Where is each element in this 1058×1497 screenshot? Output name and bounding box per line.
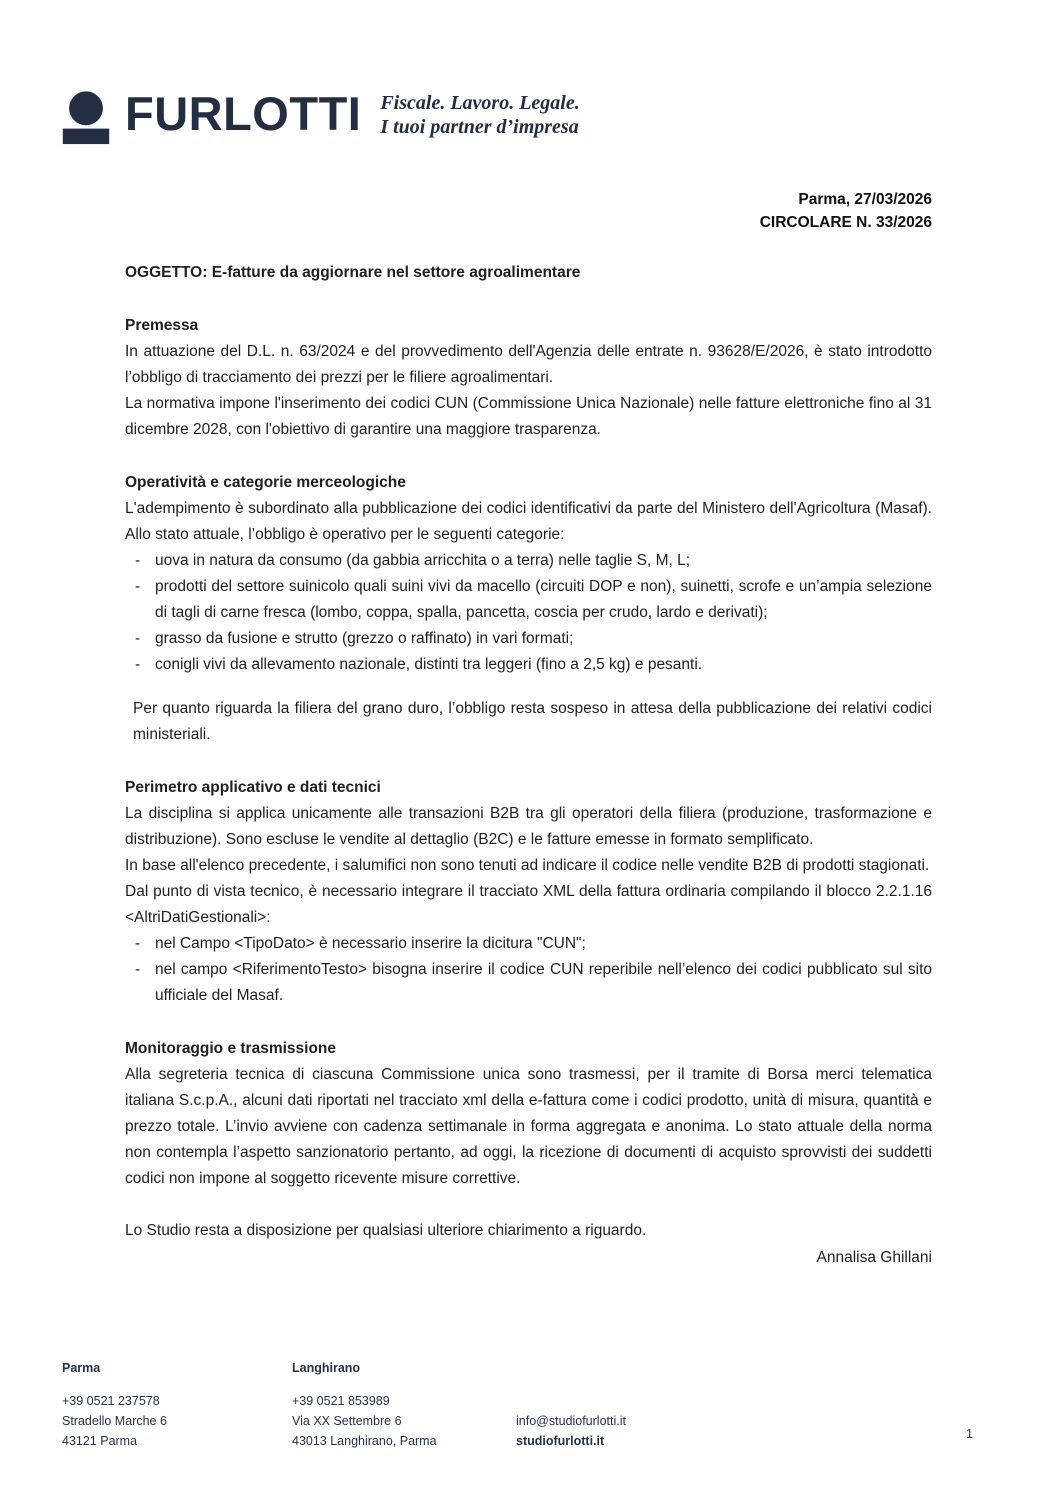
letterhead-logo bbox=[62, 86, 580, 146]
section-title-monitoraggio: Monitoraggio e trasmissione bbox=[125, 1040, 337, 1057]
list-item bbox=[125, 548, 932, 574]
dash-bullet: - bbox=[135, 578, 141, 595]
place-date: Parma, 27/03/2026 bbox=[798, 191, 932, 208]
list-item-text: prodotti del settore suinicolo quali suini vivi da macello (circuiti DOP e non), suinetti, scrofe e un’ampia selezione di tagli di carne fresca (lombo, coppa, spalla, pancetta, coscia per crudo, lardo e derivati); bbox=[155, 578, 932, 621]
closing-line: Lo Studio resta a disposizione per qualsiasi ulteriore chiarimento a riguardo. bbox=[125, 1222, 647, 1239]
email-link[interactable]: info@studiofurlotti.it bbox=[516, 1414, 626, 1428]
footer-office-parma bbox=[62, 1358, 167, 1451]
paragraph: In base all'elenco precedente, i salumifici non sono tenuti ad indicare il codice nelle vendite B2B di prodotti stagionati. bbox=[125, 857, 930, 874]
list-item-text: grasso da fusione e strutto (grezzo o raffinato) in vari formati; bbox=[155, 630, 574, 647]
office-phone: +39 0521 237578 bbox=[62, 1394, 160, 1408]
page-number: 1 bbox=[966, 1427, 973, 1441]
office-address: Via XX Settembre 6 bbox=[292, 1414, 402, 1428]
furlotti-logo-icon bbox=[62, 88, 110, 146]
brand-tagline-line1: Fiscale. Lavoro. Legale. bbox=[380, 92, 580, 114]
section-title-perimetro: Perimetro applicativo e dati tecnici bbox=[125, 779, 381, 796]
circular-number: CIRCOLARE N. 33/2026 bbox=[759, 214, 932, 231]
list-item-text: nel Campo <TipoDato> è necessario inserire la dicitura "CUN"; bbox=[155, 935, 586, 952]
section-title-operativita: Operatività e categorie merceologiche bbox=[125, 474, 406, 491]
office-zip-city: 43013 Langhirano, Parma bbox=[292, 1434, 437, 1448]
paragraph: L'adempimento è subordinato alla pubblicazione dei codici identificativi da parte del Ministero dell'Agricoltura (Masaf). Allo stato attuale, l’obbligo è operativo per le seguenti categorie: bbox=[125, 500, 932, 543]
grano-duro-note: Per quanto riguarda la filiera del grano duro, l’obbligo resta sospeso in attesa della pubblicazione dei relativi codici ministeriali. bbox=[133, 700, 932, 743]
dash-bullet: - bbox=[135, 630, 141, 647]
section-title-premessa: Premessa bbox=[125, 317, 199, 334]
dash-bullet: - bbox=[135, 935, 141, 952]
office-address: Stradello Marche 6 bbox=[62, 1414, 167, 1428]
paragraph: Alla segreteria tecnica di ciascuna Commissione unica sono trasmessi, per il tramite di Borsa merci telematica italiana S.c.p.A., alcuni dati riportati nel tracciato xml della e-fattura come i codici prodotto, unità di misura, quantità e prezzo totale. L’invio avviene con cadenza settimanale in forma aggregata e anonima. Lo stato attuale della norma non contempla l’aspetto sanzionatorio pertanto, ad oggi, la ricezione di documenti di acquisto sprovvisti dei suddetti codici non impone al soggetto ricevente misure correttive. bbox=[125, 1066, 932, 1187]
letter-body bbox=[125, 260, 932, 1271]
website-link[interactable]: studiofurlotti.it bbox=[516, 1434, 605, 1448]
category-list bbox=[125, 548, 932, 678]
section-premessa bbox=[125, 313, 932, 443]
paragraph: In attuazione del D.L. n. 63/2024 e del provvedimento dell'Agenzia delle entrate n. 93628/E/2026, è stato introdotto l’obbligo di tracciamento dei prezzi per le filiere agroalimentari. bbox=[125, 343, 932, 386]
list-item bbox=[125, 957, 932, 1009]
section-perimetro bbox=[125, 775, 932, 1009]
list-item bbox=[125, 626, 932, 652]
footer-contacts bbox=[516, 1411, 626, 1451]
list-item-text: conigli vivi da allevamento nazionale, distinti tra leggeri (fino a 2,5 kg) e pesanti. bbox=[155, 656, 703, 673]
paragraph: La disciplina si applica unicamente alle transazioni B2B tra gli operatori della filiera (produzione, trasformazione e distribuzione). Sono escluse le vendite al dettaglio (B2C) e le fatture emesse in formato semplificato. bbox=[125, 805, 932, 848]
list-item bbox=[125, 574, 932, 626]
xml-field-list bbox=[125, 931, 932, 1009]
section-monitoraggio bbox=[125, 1036, 932, 1192]
dash-bullet: - bbox=[135, 552, 141, 569]
list-item bbox=[125, 652, 932, 678]
footer-office-langhirano bbox=[292, 1358, 437, 1451]
list-item-text: uova in natura da consumo (da gabbia arricchita o a terra) nelle taglie S, M, L; bbox=[155, 552, 691, 569]
subject-line: OGGETTO: E-fatture da aggiornare nel settore agroalimentare bbox=[125, 264, 581, 281]
list-item-text: nel campo <RiferimentoTesto> bisogna inserire il codice CUN reperibile nell’elenco dei codici pubblicato sul sito ufficiale del Masaf. bbox=[155, 961, 932, 1004]
date-block bbox=[760, 188, 932, 234]
list-item bbox=[125, 931, 932, 957]
signature-name: Annalisa Ghillani bbox=[816, 1249, 932, 1266]
paragraph: Dal punto di vista tecnico, è necessario integrare il tracciato XML della fattura ordinaria compilando il blocco 2.2.1.16 <AltriDatiGestionali>: bbox=[125, 883, 932, 926]
office-city: Parma bbox=[62, 1361, 101, 1375]
brand-tagline bbox=[380, 91, 579, 139]
office-phone: +39 0521 853989 bbox=[292, 1394, 390, 1408]
dash-bullet: - bbox=[135, 656, 141, 673]
dash-bullet: - bbox=[135, 961, 141, 978]
section-operativita bbox=[125, 470, 932, 748]
office-city: Langhirano bbox=[292, 1361, 361, 1375]
office-zip-city: 43121 Parma bbox=[62, 1434, 138, 1448]
paragraph: La normativa impone l'inserimento dei codici CUN (Commissione Unica Nazionale) nelle fatture elettroniche fino al 31 dicembre 2028, con l'obiettivo di garantire una maggiore trasparenza. bbox=[125, 395, 932, 438]
brand-wordmark: FURLOTTI bbox=[125, 87, 362, 140]
brand-tagline-line2: I tuoi partner d’impresa bbox=[380, 116, 579, 138]
